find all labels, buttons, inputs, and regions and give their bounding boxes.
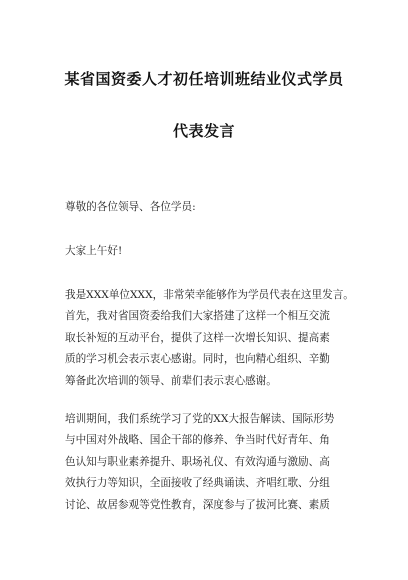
training-line: 与中国对外战略、国企干部的修养、争当时代好青年、角 [65,434,330,447]
training-line: 讨论、故居参观等党性教育，深度参与了拔河比赛、素质 [65,498,330,511]
intro-line: 筹备此次培训的领导、前辈们表示衷心感谢。 [65,374,277,387]
salutation-text: 大家上午好! [65,245,123,257]
intro-line: 首先，我对省国资委给我们大家搭建了这样一个相互交流 [65,310,330,323]
training-paragraph [65,409,365,516]
intro-line: 我是XXX单位XXX，非常荣幸能够作为学员代表在这里发言。 [65,289,354,301]
intro-line: 质的学习机会表示衷心感谢。同时，也向精心组织、辛勤 [65,353,330,366]
training-line: 效执行力等知识，全面接收了经典诵读、齐唱红歌、分组 [65,477,330,490]
greeting-text: 尊敬的各位领导、各位学员: [65,201,196,213]
document-title-line-1: 某省国资委人才初任培训班结业仪式学员 [64,70,344,88]
greeting-paragraph [65,197,365,218]
intro-paragraph [65,285,365,392]
salutation-paragraph [65,241,365,262]
training-line: 培训期间，我们系统学习了党的XX大报告解读、国际形势 [65,413,335,425]
training-line: 色认知与职业素养提升、职场礼仪、有效沟通与激励、高 [65,455,330,468]
intro-line: 取长补短的互动平台，提供了这样一次增长知识、提高素 [65,331,330,344]
document-title-line-2: 代表发言 [172,122,235,140]
